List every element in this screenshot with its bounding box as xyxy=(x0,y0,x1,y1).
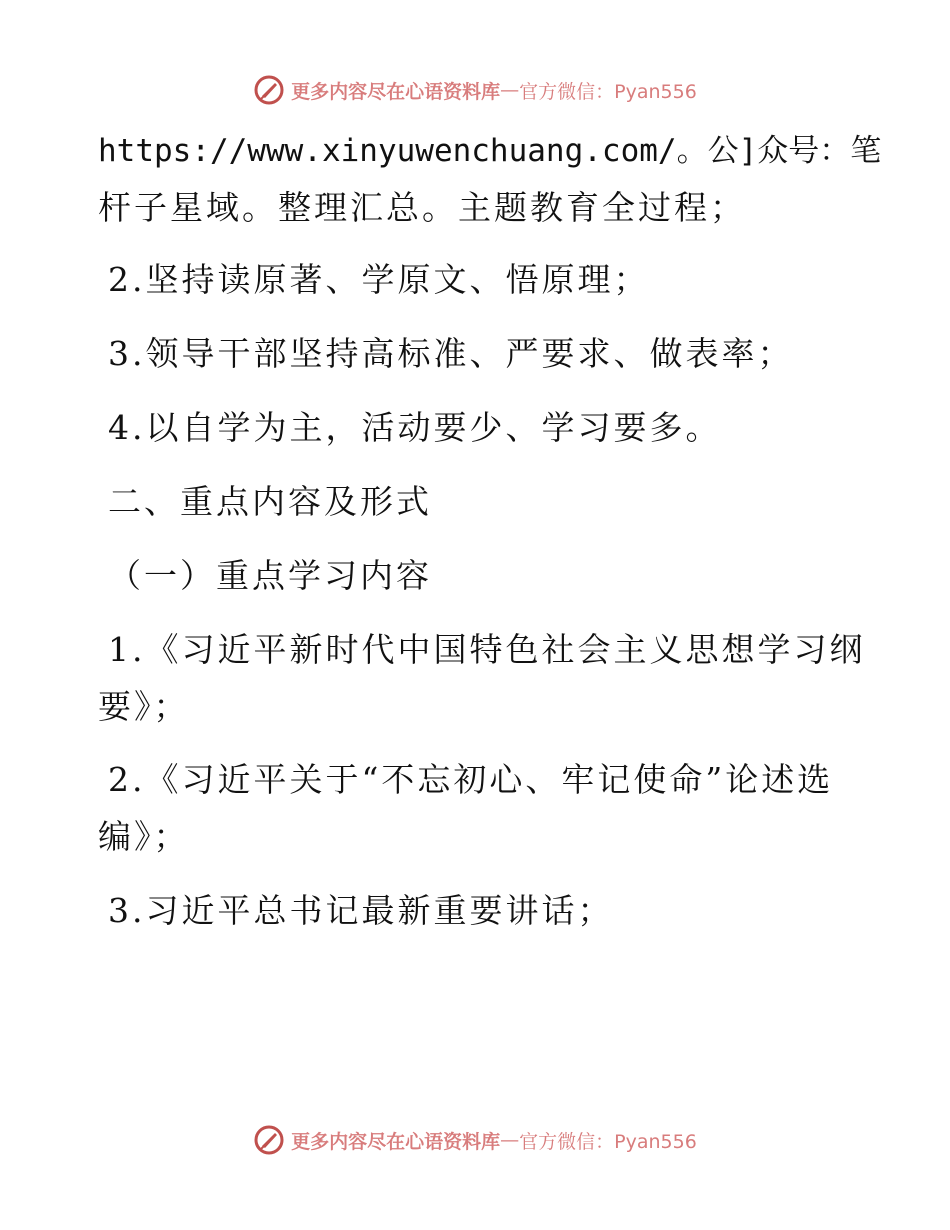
text-line: 杆子星域。整理汇总。主题教育全过程； xyxy=(98,188,746,227)
promo-separator: — xyxy=(500,1129,520,1151)
text-line: https://www.xinyuwenchuang.com/。公]众号：笔 xyxy=(98,133,882,169)
text-line: 1.《习近平新时代中国特色社会主义思想学习纲 xyxy=(108,630,866,669)
text-line: 要》； xyxy=(98,687,190,726)
text-line: 2.坚持读原著、学原文、悟原理； xyxy=(108,260,650,299)
text-line: 4.以自学为主，活动要少、学习要多。 xyxy=(108,408,722,447)
header-watermark xyxy=(0,72,950,108)
wechat-text: 官方微信：Pyan556 xyxy=(519,1130,697,1153)
wechat-text: 官方微信：Pyan556 xyxy=(519,80,697,103)
text-line: 3.领导干部坚持高标准、严要求、做表率； xyxy=(108,334,794,373)
text-line: 2.《习近平关于“不忘初心、牢记使命”论述选 xyxy=(108,760,834,799)
footer-watermark xyxy=(0,1122,950,1158)
section-heading: 二、重点内容及形式 xyxy=(108,482,432,521)
promo-separator: — xyxy=(500,79,520,101)
promo-text: 更多内容尽在心语资料库 xyxy=(291,1130,501,1153)
subsection-heading: （一）重点学习内容 xyxy=(108,556,432,595)
quill-logo-icon xyxy=(253,74,285,106)
quill-logo-icon xyxy=(253,1124,285,1156)
text-line: 编》； xyxy=(98,817,190,856)
text-line: 3.习近平总书记最新重要讲话； xyxy=(108,891,614,930)
promo-text: 更多内容尽在心语资料库 xyxy=(291,80,501,103)
